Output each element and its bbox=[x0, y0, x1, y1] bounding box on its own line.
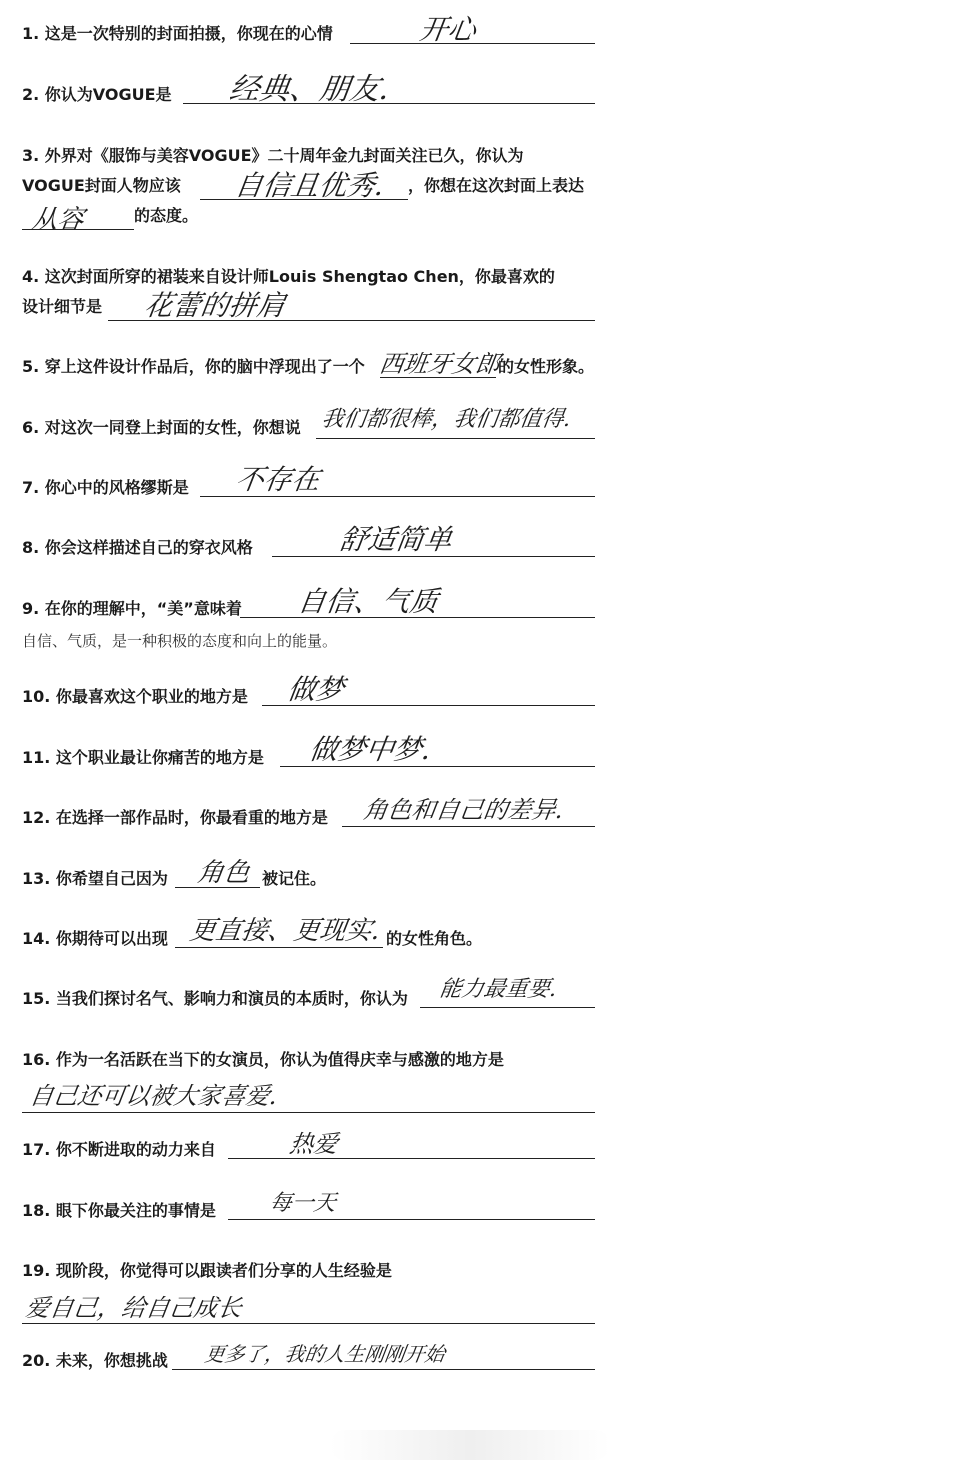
answer-line-20 bbox=[172, 1369, 595, 1370]
question-14: 14. 你期待可以出现 bbox=[22, 929, 168, 948]
answer-11: 做梦中梦. bbox=[307, 733, 434, 766]
question-6: 6. 对这次一同登上封面的女性，你想说 bbox=[22, 418, 301, 437]
question-9-note: 自信、气质，是一种积极的态度和向上的能量。 bbox=[22, 632, 338, 650]
answer-7: 不存在 bbox=[233, 463, 323, 496]
question-8: 8. 你会这样描述自己的穿衣风格 bbox=[22, 538, 253, 557]
answer-line-19 bbox=[22, 1323, 595, 1324]
answer-3a: 自信且优秀. bbox=[232, 169, 387, 202]
answer-18: 每一天 bbox=[267, 1191, 338, 1216]
answer-4: 花蕾的拼肩 bbox=[142, 289, 288, 322]
answer-9: 自信、气质 bbox=[295, 585, 441, 618]
question-13: 13. 你希望自己因为 bbox=[22, 869, 168, 888]
question-2: 2. 你认为VOGUE是 bbox=[22, 85, 172, 104]
question-3-line2-post: ，你想在这次封面上表达 bbox=[408, 176, 585, 195]
question-19: 19. 现阶段，你觉得可以跟读者们分享的人生经验是 bbox=[22, 1261, 392, 1280]
question-10: 10. 你最喜欢这个职业的地方是 bbox=[22, 687, 248, 706]
question-4-line1: 4. 这次封面所穿的裙装来自设计师Louis Shengtao Chen，你最喜欢的 bbox=[22, 267, 555, 286]
question-9: 9. 在你的理解中，“美”意味着 bbox=[22, 599, 242, 618]
question-12: 12. 在选择一部作品时，你最看重的地方是 bbox=[22, 808, 328, 827]
answer-14: 更直接、更现实. bbox=[187, 916, 383, 946]
answer-line-14 bbox=[175, 947, 383, 948]
bottom-fade-decoration bbox=[330, 1430, 610, 1460]
question-11: 11. 这个职业最让你痛苦的地方是 bbox=[22, 748, 264, 767]
answer-13: 角色 bbox=[195, 858, 252, 888]
answer-line-15 bbox=[420, 1007, 595, 1008]
answer-5: 西班牙女郎 bbox=[377, 350, 502, 378]
answer-line-12 bbox=[342, 826, 595, 827]
question-3-line2: VOGUE封面人物应该 bbox=[22, 176, 181, 195]
answer-16: 自己还可以被大家喜爱. bbox=[27, 1082, 280, 1110]
answer-19: 爱自己，给自己成长 bbox=[23, 1294, 244, 1322]
question-16: 16. 作为一名活跃在当下的女演员，你认为值得庆幸与感激的地方是 bbox=[22, 1050, 504, 1069]
answer-8: 舒适简单 bbox=[337, 523, 455, 556]
answer-3b: 从容 bbox=[29, 205, 86, 235]
question-3-line3: 的态度。 bbox=[134, 206, 199, 225]
question-7: 7. 你心中的风格缪斯是 bbox=[22, 478, 189, 497]
answer-17: 热爱 bbox=[287, 1130, 340, 1158]
question-3-line1: 3. 外界对《服饰与美容VOGUE》二十周年金九封面关注已久，你认为 bbox=[22, 146, 524, 165]
question-13-post: 被记住。 bbox=[262, 869, 327, 888]
question-17: 17. 你不断进取的动力来自 bbox=[22, 1140, 216, 1159]
answer-line-6 bbox=[316, 438, 595, 439]
question-15: 15. 当我们探讨名气、影响力和演员的本质时，你认为 bbox=[22, 989, 408, 1008]
answer-20: 更多了，我的人生刚刚开始 bbox=[203, 1342, 447, 1366]
question-14-post: 的女性角色。 bbox=[386, 929, 483, 948]
question-18: 18. 眼下你最关注的事情是 bbox=[22, 1201, 216, 1220]
answer-12: 角色和自己的差异. bbox=[361, 796, 566, 824]
answer-2: 经典、朋友. bbox=[227, 72, 392, 107]
question-1: 1. 这是一次特别的封面拍摄，你现在的心情 bbox=[22, 24, 333, 43]
answer-line-16 bbox=[22, 1112, 595, 1113]
answer-line-18 bbox=[228, 1219, 595, 1220]
answer-1: 开心 bbox=[417, 13, 479, 46]
answer-10: 做梦 bbox=[285, 673, 347, 706]
answer-line-17 bbox=[228, 1158, 595, 1159]
answer-15: 能力最重要. bbox=[437, 977, 559, 1002]
question-4-line2: 设计细节是 bbox=[22, 297, 103, 316]
answer-6: 我们都很棒，我们都值得. bbox=[319, 407, 573, 432]
question-5: 5. 穿上这件设计作品后，你的脑中浮现出了一个 bbox=[22, 357, 365, 376]
question-20: 20. 未来，你想挑战 bbox=[22, 1351, 168, 1370]
question-5-post: 的女性形象。 bbox=[498, 357, 595, 376]
